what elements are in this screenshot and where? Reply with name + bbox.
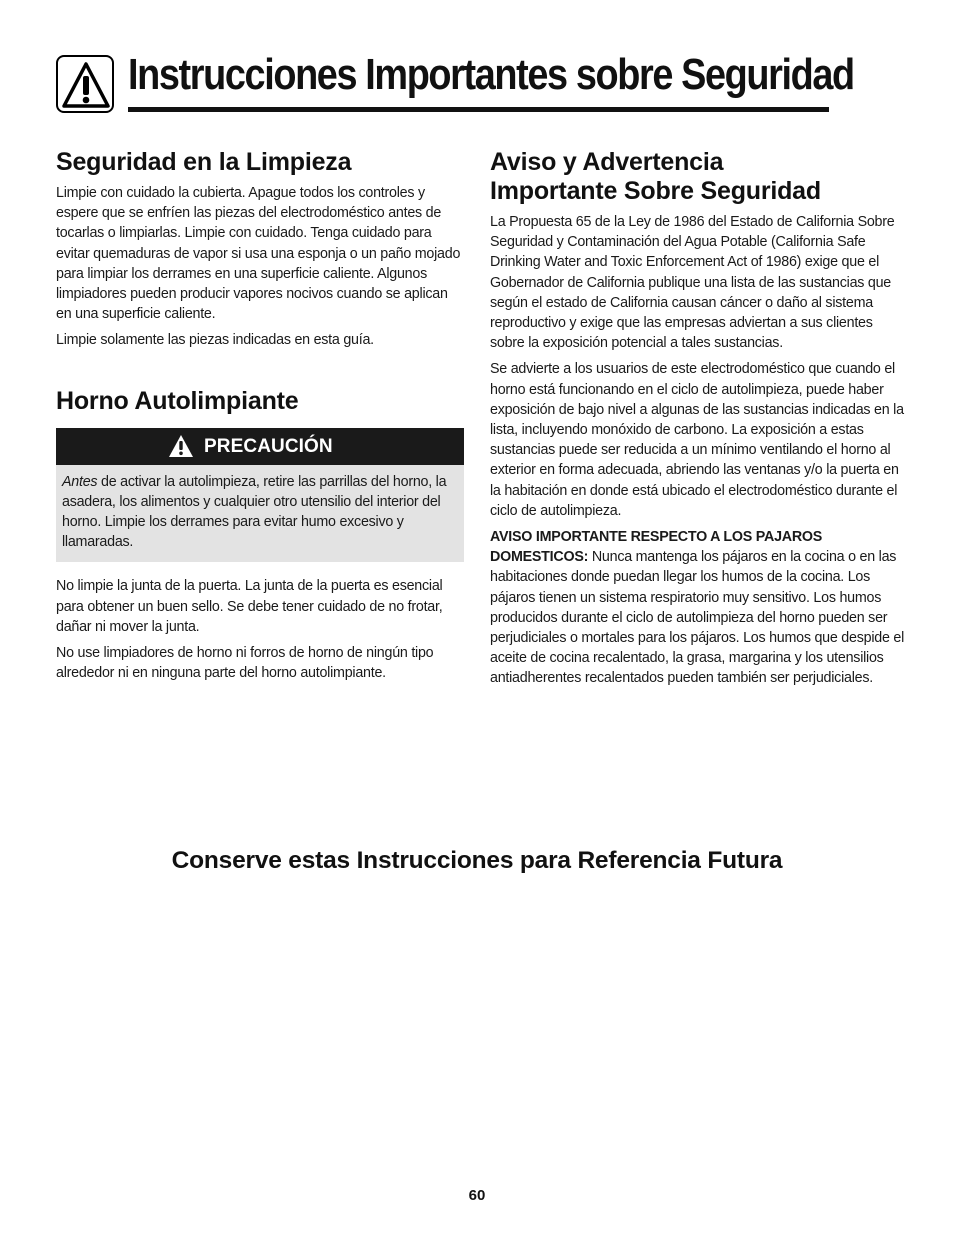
page-number: 60 bbox=[468, 1187, 486, 1204]
page-title: Instrucciones Importantes sobre Seguridad bbox=[128, 50, 854, 99]
cleaning-safety-heading: Seguridad en la Limpieza bbox=[56, 148, 352, 176]
gasket-paragraph: No limpie la junta de la puerta. La junta de la puerta es esencial para obtener un buen sello. Se debe tener cuidado de no frotar, dañar ni mover la junta. bbox=[56, 578, 443, 635]
caution-text-rest: de activar la autolimpieza, retire las parrillas del horno, la asadera, los alimentos y cualquier otro utensilio del interior del horno. Limpie los derrames para evitar humo excesivo y llamaradas. bbox=[62, 473, 447, 551]
birds-notice-title: AVISO IMPORTANTE RESPECTO A LOS PAJAROS DOMESTICOS: bbox=[490, 529, 823, 566]
prop65-paragraph-2: Se advierte a los usuarios de este electrodoméstico que cuando el horno está funcionando en el ciclo de autolimpieza, puede haber exposición de bajo nivel a algunas de las sustancias indicadas en la lista, incluyendo monóxido de carbono. La exposición a estas sustancias puede ser reducida a un mínimo ventilando el horno al exterior en forma adecuada, abriendo las ventanas y/o la puerta en la habitación en donde está ubicado el electrodoméstico durante el ciclo de autolimpieza. bbox=[490, 361, 904, 519]
save-instructions-note bbox=[0, 846, 954, 875]
caution-box bbox=[56, 428, 464, 563]
page-header bbox=[56, 50, 854, 114]
cleaning-paragraph-1: Limpie con cuidado la cubierta. Apague todos los controles y espere que se enfríen las piezas del electrodoméstico antes de tocarlas o limpiarlas. Limpie con cuidado. Tenga cuidado para evitar quemaduras de vapor si usa una esponja o un paño mojado para limpiar los derrames en una superficie caliente. Algunos limpiadores pueden producir vapores nocivos cuando se aplican en una superficie caliente. bbox=[56, 185, 461, 323]
prop65-paragraph-1: La Propuesta 65 de la Ley de 1986 del Estado de California Sobre Seguridad y Contaminación del Agua Potable (California Safe Drinking Water and Toxic Enforcement Act of 1986) exige que el Gobernador de California publique una lista de las sustancias que según el estado de California causan cáncer o daño al sistema reproductivo y exige que las empresas adviertan a sus clientes sobre la exposición potencial a tales sustancias. bbox=[490, 214, 895, 352]
prop65-heading-line1: Aviso y Advertencia bbox=[490, 148, 724, 176]
left-column bbox=[56, 148, 464, 683]
cleaning-paragraph-2: Limpie solamente las piezas indicadas en esta guía. bbox=[56, 332, 374, 349]
prop65-heading-line2: Importante Sobre Seguridad bbox=[490, 177, 821, 205]
prop65-heading bbox=[490, 148, 905, 206]
oven-liners-paragraph: No use limpiadores de horno ni forros de horno de ningún tipo alrededor ni en ninguna parte del horno autolimpiante. bbox=[56, 645, 434, 682]
caution-text bbox=[62, 472, 458, 553]
warning-exclamation-icon bbox=[56, 55, 114, 113]
caution-label: PRECAUCIÓN bbox=[204, 435, 333, 457]
caution-italic-word: Antes bbox=[62, 473, 98, 490]
caution-header-bar bbox=[56, 428, 464, 465]
birds-paragraph bbox=[490, 527, 905, 689]
save-instructions-heading: Conserve estas Instrucciones para Referencia Futura bbox=[171, 847, 783, 874]
header-divider bbox=[128, 107, 829, 112]
birds-notice-text: Nunca mantenga los pájaros en la cocina o en las habitaciones donde puedan llegar los humos de la cocina. Los pájaros tienen un sistema respiratorio muy sensitivo. Los humos producidos durante el ciclo de autolimpieza del horno pueden ser perjudiciales o mortales para los pájaros. Los humos que despide el aceite de cocina recalentado, la grasa, margarina y los utensilios antiadherentes recalentados pueden también ser perjudiciales. bbox=[490, 549, 904, 687]
right-column bbox=[490, 148, 905, 689]
warning-triangle-icon bbox=[168, 434, 194, 458]
caution-body bbox=[56, 465, 464, 563]
self-cleaning-oven-heading: Horno Autolimpiante bbox=[56, 386, 299, 415]
